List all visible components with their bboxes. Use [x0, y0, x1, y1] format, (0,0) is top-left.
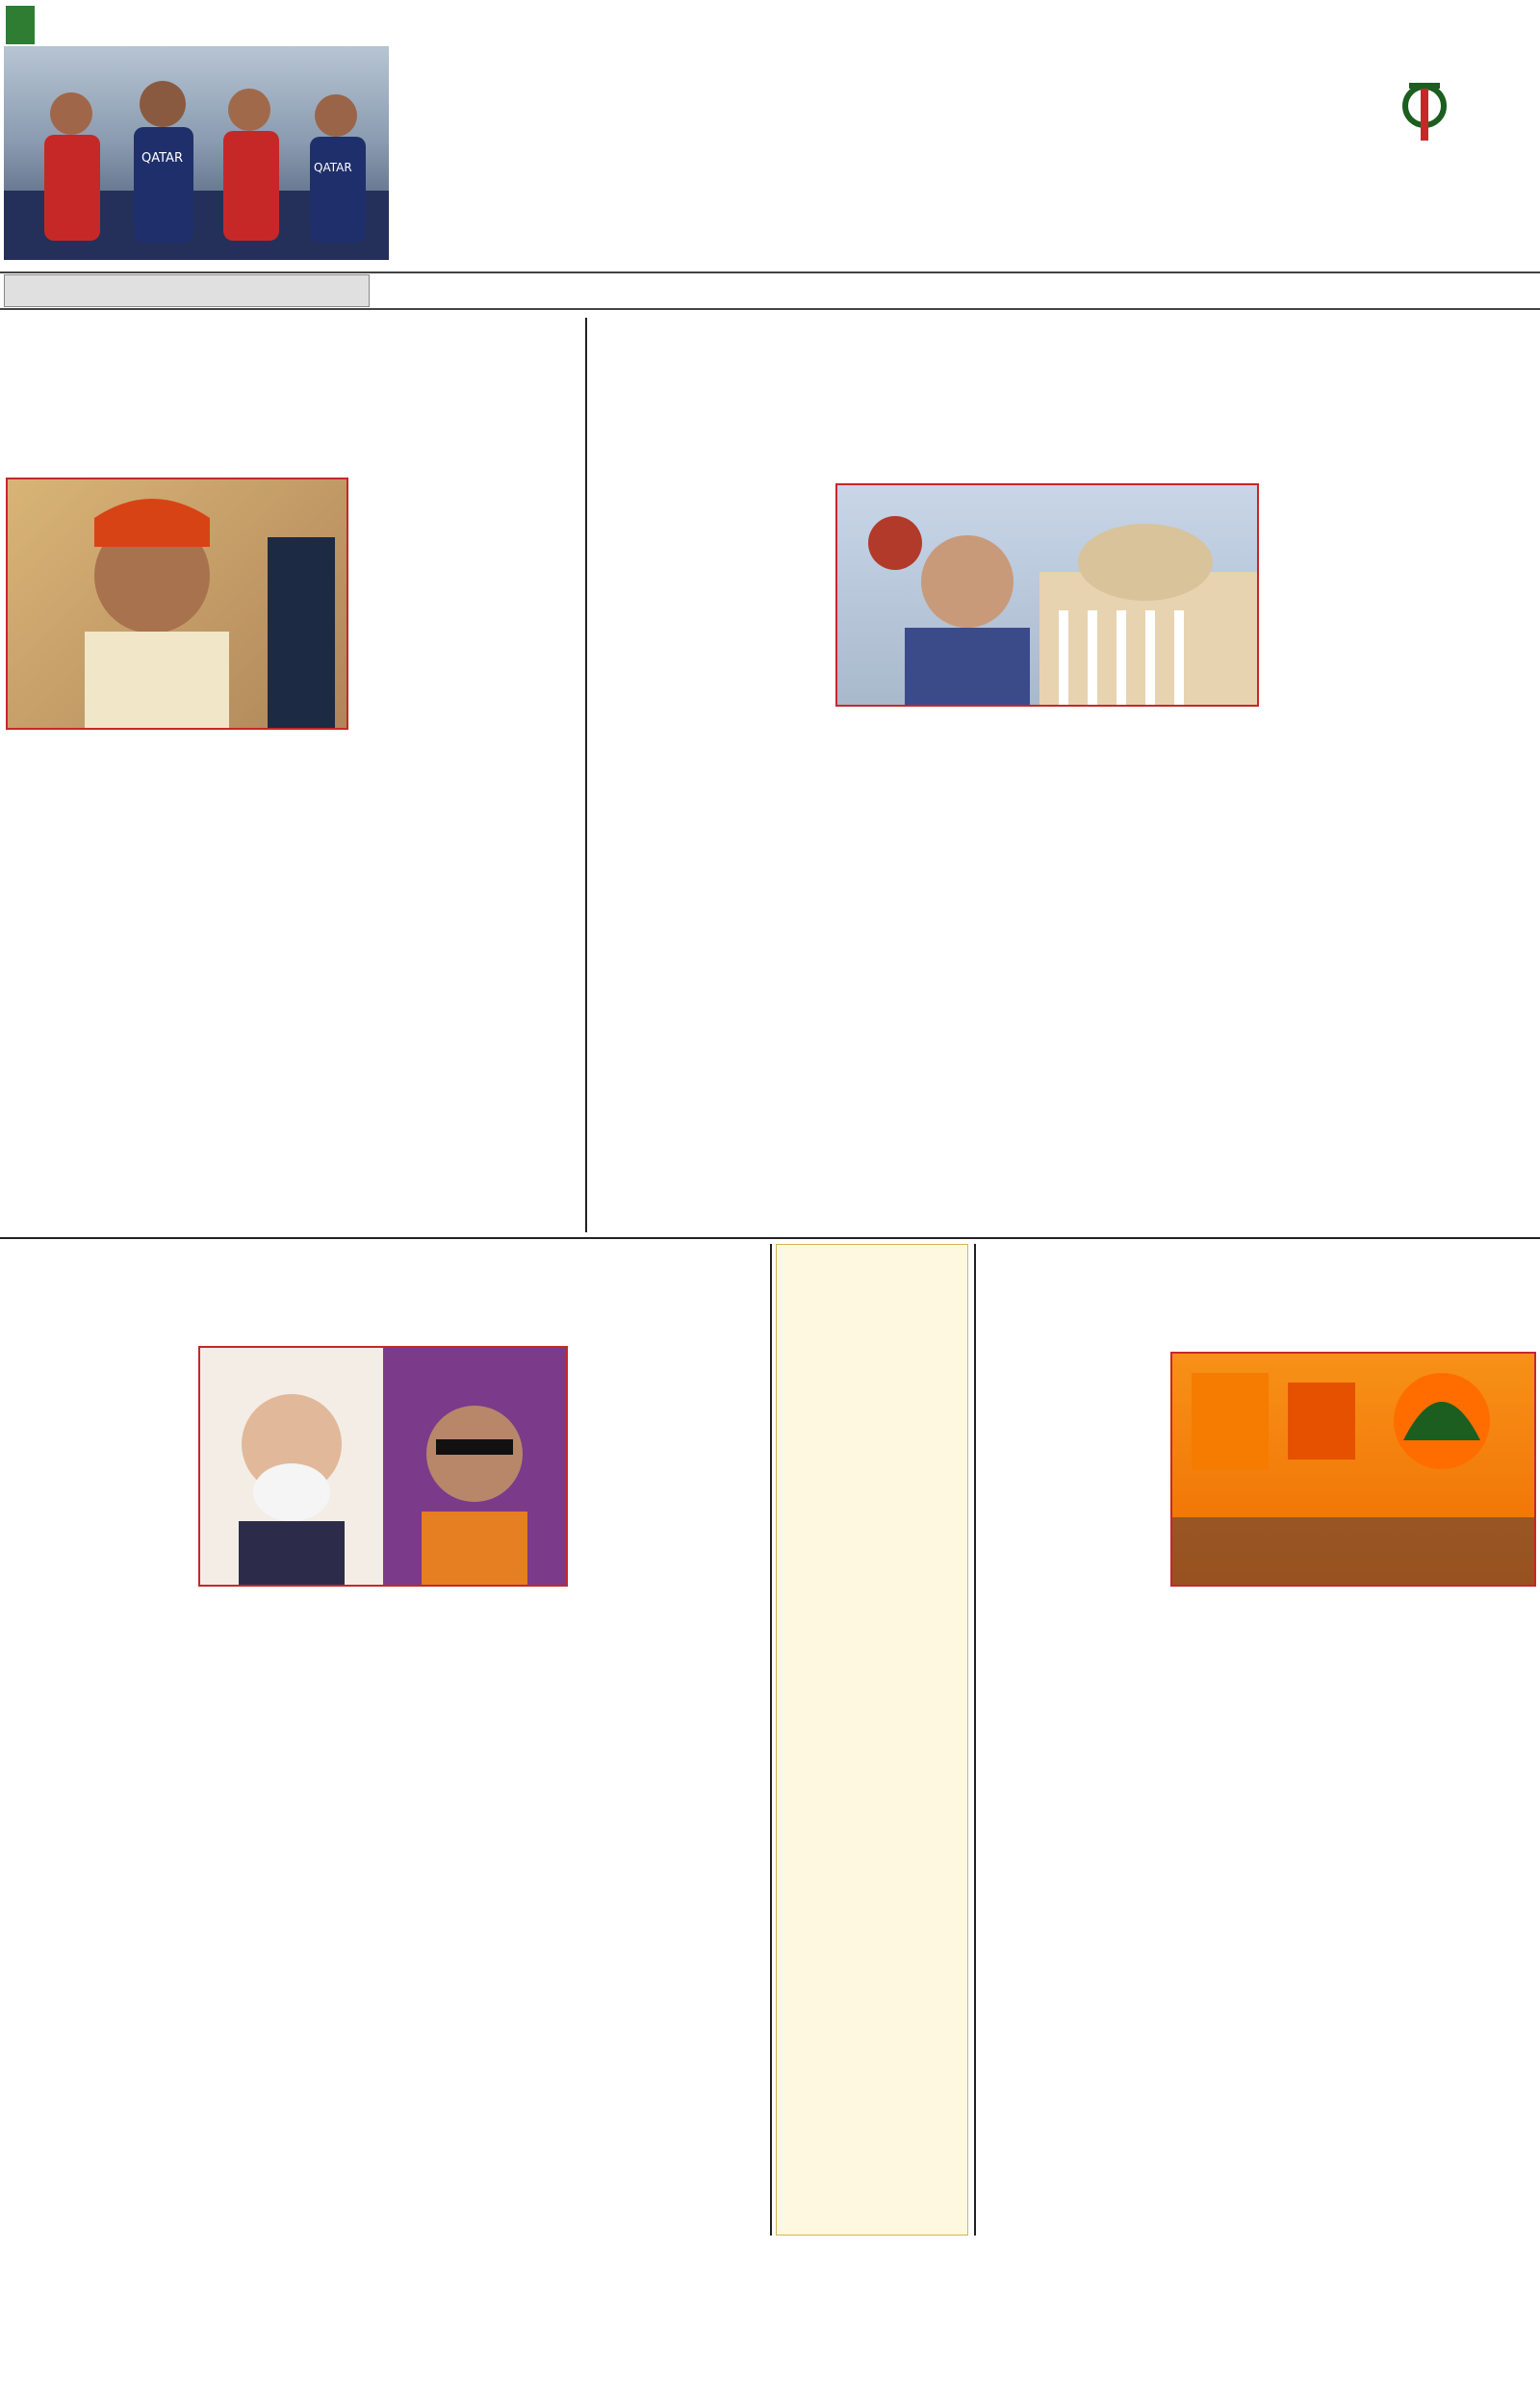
shyam-body-col-2	[4, 1346, 192, 2236]
date-en-2	[1319, 229, 1530, 250]
vertical-divider-row1	[585, 318, 587, 1232]
kejriwal-headline	[593, 314, 1536, 439]
issue-number	[1492, 277, 1538, 304]
shyam-modi-photo	[198, 1346, 568, 1587]
cricket-photo	[4, 46, 389, 260]
bjp-terror-headline	[1151, 1244, 1536, 1350]
tmc-body	[782, 1357, 962, 2232]
masthead-english	[462, 273, 1078, 308]
youtube-label	[470, 13, 701, 33]
brijbhushan-headline	[4, 318, 579, 472]
svg-text:QATAR: QATAR	[314, 161, 352, 174]
shyam-body-col-1	[576, 1346, 764, 2236]
tmc-headline	[780, 1248, 964, 1354]
page-number	[6, 6, 35, 44]
website-link[interactable]	[4, 274, 370, 307]
kejriwal-photo	[835, 483, 1259, 707]
brijbhushan-body-col-2	[4, 737, 348, 1232]
vertical-divider-row2-a	[974, 1244, 976, 2236]
published-line	[606, 37, 1145, 58]
tagline	[1290, 29, 1536, 67]
vertical-divider-row2-b	[770, 1244, 772, 2236]
date-urdu	[1290, 154, 1521, 177]
svg-text:QATAR: QATAR	[141, 151, 183, 166]
shyam-headline	[4, 1244, 764, 1340]
shyam-body-col-3	[198, 1594, 568, 2236]
kejriwal-body-col-1	[1269, 486, 1536, 1232]
bjp-terror-body-col-2	[982, 1244, 1161, 2236]
brijbhushan-body-col-1	[356, 478, 579, 1232]
rni-line	[1095, 281, 1490, 304]
kejriwal-subheadline	[593, 439, 1536, 483]
bjp-rally-photo	[1170, 1352, 1536, 1587]
top-left-caption	[38, 8, 385, 46]
masthead-urdu	[539, 58, 1290, 250]
brijbhushan-photo	[6, 478, 348, 730]
horizontal-divider-1	[0, 1237, 1540, 1239]
date-hijri	[1290, 181, 1521, 204]
kejriwal-body-col-2	[593, 486, 828, 708]
logo-icon	[1396, 77, 1453, 144]
date-en-1	[1319, 206, 1530, 227]
kejriwal-body-col-3	[593, 712, 1259, 1232]
bjp-terror-body-col-1	[1151, 1590, 1536, 2236]
price	[1319, 252, 1530, 273]
